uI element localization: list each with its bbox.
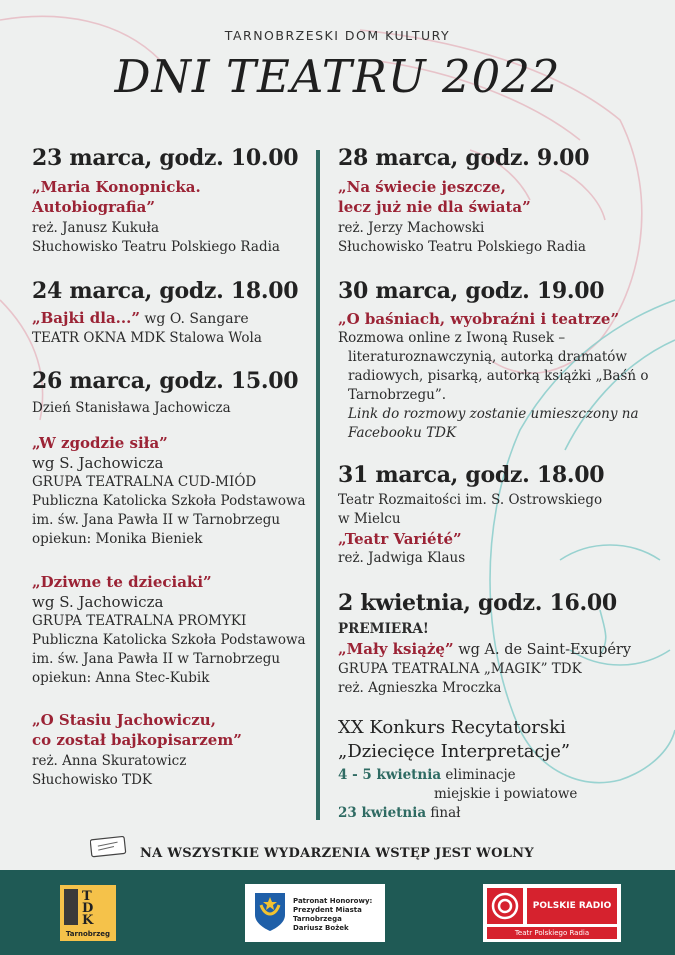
free-entry-note: NA WSZYSTKIE WYDARZENIA WSTĘP JEST WOLNY [140, 846, 534, 861]
event-note: Facebooku TDK [348, 425, 457, 441]
event-title: „Mały książę” [338, 640, 454, 658]
event-title: lecz już nie dla świata” [338, 198, 531, 216]
play-school: Publiczna Katolicka Szkoła Podstawowa [32, 632, 306, 648]
event-24-march [32, 278, 298, 348]
event-detail: TEATR OKNA MDK Stalowa Wola [32, 330, 262, 346]
play-school: im. św. Jana Pawła II w Tarnobrzegu [32, 512, 281, 528]
event-detail: literaturoznawczynią, autorką dramatów [348, 349, 627, 365]
event-date: 26 marca, godz. 15.00 [32, 368, 299, 394]
event-director: reż. Jerzy Machowski [338, 220, 485, 236]
tdk-logo-caption: Tarnobrzeg [65, 930, 111, 938]
contest-stage: miejskie i powiatowe [434, 786, 578, 802]
play-title: co został bajkopisarzem” [32, 731, 242, 749]
event-detail: Teatr Rozmaitości im. S. Ostrowskiego [338, 492, 603, 508]
event-director: reż. Agnieszka Mroczka [338, 680, 502, 696]
play-title: „Dziwne te dzieciaki” [32, 573, 212, 591]
page-title: DNI TEATRU 2022 [114, 50, 561, 103]
event-23-march [32, 145, 298, 257]
event-date: 2 kwietnia, godz. 16.00 [338, 590, 617, 616]
event-group: GRUPA TEATRALNA „MAGIK” TDK [338, 661, 582, 677]
event-author: wg A. de Saint-Exupéry [453, 642, 632, 658]
play-tutor: opiekun: Anna Stec-Kubik [32, 670, 210, 686]
event-director: reż. Jadwiga Klaus [338, 550, 466, 566]
event-28-march [338, 145, 589, 257]
play-director: reż. Anna Skuratowicz [32, 753, 187, 769]
event-date: 31 marca, godz. 18.00 [338, 462, 605, 488]
patron-label: Patronat Honorowy: [293, 897, 373, 905]
polskie-radio-logo [483, 884, 621, 942]
play-school: Publiczna Katolicka Szkoła Podstawowa [32, 493, 306, 509]
event-31-march [338, 462, 604, 568]
ticket-icon [90, 836, 128, 858]
event-detail: Dzień Stanisława Jachowicza [32, 400, 231, 416]
event-detail: w Mielcu [338, 511, 401, 527]
event-detail: Tarnobrzegu”. [348, 387, 447, 403]
event-date: 24 marca, godz. 18.00 [32, 278, 299, 304]
play-o-stasiu [32, 710, 242, 790]
event-title: „Bajki dla...” [32, 309, 140, 327]
play-school: im. św. Jana Pawła II w Tarnobrzegu [32, 651, 281, 667]
recitation-contest [338, 716, 577, 823]
coat-of-arms-icon [253, 891, 287, 933]
event-note: Link do rozmowy zostanie umieszczony na [348, 406, 639, 422]
patron-box [245, 884, 385, 942]
patron-name: Dariusz Bożek [293, 924, 349, 932]
radio-logo-icon [487, 888, 523, 924]
event-date: 30 marca, godz. 19.00 [338, 278, 605, 304]
play-author: wg S. Jachowicza [32, 593, 164, 611]
radio-logo-text: POLSKIE RADIO [527, 888, 617, 924]
play-w-zgodzie-sila [32, 433, 306, 549]
play-detail: Słuchowisko TDK [32, 772, 153, 788]
patron-title: Prezydent Miasta Tarnobrzega [293, 906, 362, 923]
organizer-label: TARNOBRZESKI DOM KULTURY [224, 28, 451, 43]
play-title: „O Stasiu Jachowiczu, [32, 711, 216, 729]
event-2-april [338, 590, 631, 698]
event-date: 28 marca, godz. 9.00 [338, 145, 590, 171]
contest-date: 23 kwietnia [338, 805, 427, 821]
play-dziwne-te-dzieciaki [32, 572, 306, 688]
column-divider [316, 150, 320, 820]
contest-title: XX Konkurs Recytatorski [338, 717, 566, 738]
event-author: wg O. Sangare [139, 311, 249, 327]
play-tutor: opiekun: Monika Bieniek [32, 531, 203, 547]
contest-stage: eliminacje [441, 767, 516, 783]
contest-stage: finał [426, 805, 461, 821]
tdk-logo-text: TDK [82, 889, 94, 928]
tdk-logo [60, 885, 116, 941]
event-title: „O baśniach, wyobraźni i teatrze” [338, 310, 620, 328]
event-title: „Na świecie jeszcze, [338, 178, 506, 196]
play-title: „W zgodzie siła” [32, 434, 168, 452]
contest-name: „Dziecięce Interpretacje” [338, 741, 571, 762]
play-author: wg S. Jachowicza [32, 454, 164, 472]
event-26-march [32, 368, 298, 418]
event-title: Autobiografia” [32, 198, 156, 216]
contest-date: 4 - 5 kwietnia [338, 767, 442, 783]
event-detail: Rozmowa online z Iwoną Rusek – [338, 330, 566, 346]
event-detail: Słuchowisko Teatru Polskiego Radia [32, 239, 280, 255]
play-group: GRUPA TEATRALNA PROMYKI [32, 613, 247, 629]
play-group: GRUPA TEATRALNA CUD-MIÓD [32, 474, 257, 490]
radio-logo-caption: Teatr Polskiego Radia [487, 927, 617, 939]
event-date: 23 marca, godz. 10.00 [32, 145, 299, 171]
event-detail: Słuchowisko Teatru Polskiego Radia [338, 239, 586, 255]
event-title: „Maria Konopnicka. [32, 178, 201, 196]
event-detail: radiowych, pisarką, autorką książki „Baśń o [348, 368, 649, 384]
premiere-badge: PREMIERA! [338, 621, 429, 637]
event-title: „Teatr Variété” [338, 530, 462, 548]
event-30-march [338, 278, 648, 443]
event-director: reż. Janusz Kukuła [32, 220, 160, 236]
sponsor-bar [0, 870, 675, 955]
